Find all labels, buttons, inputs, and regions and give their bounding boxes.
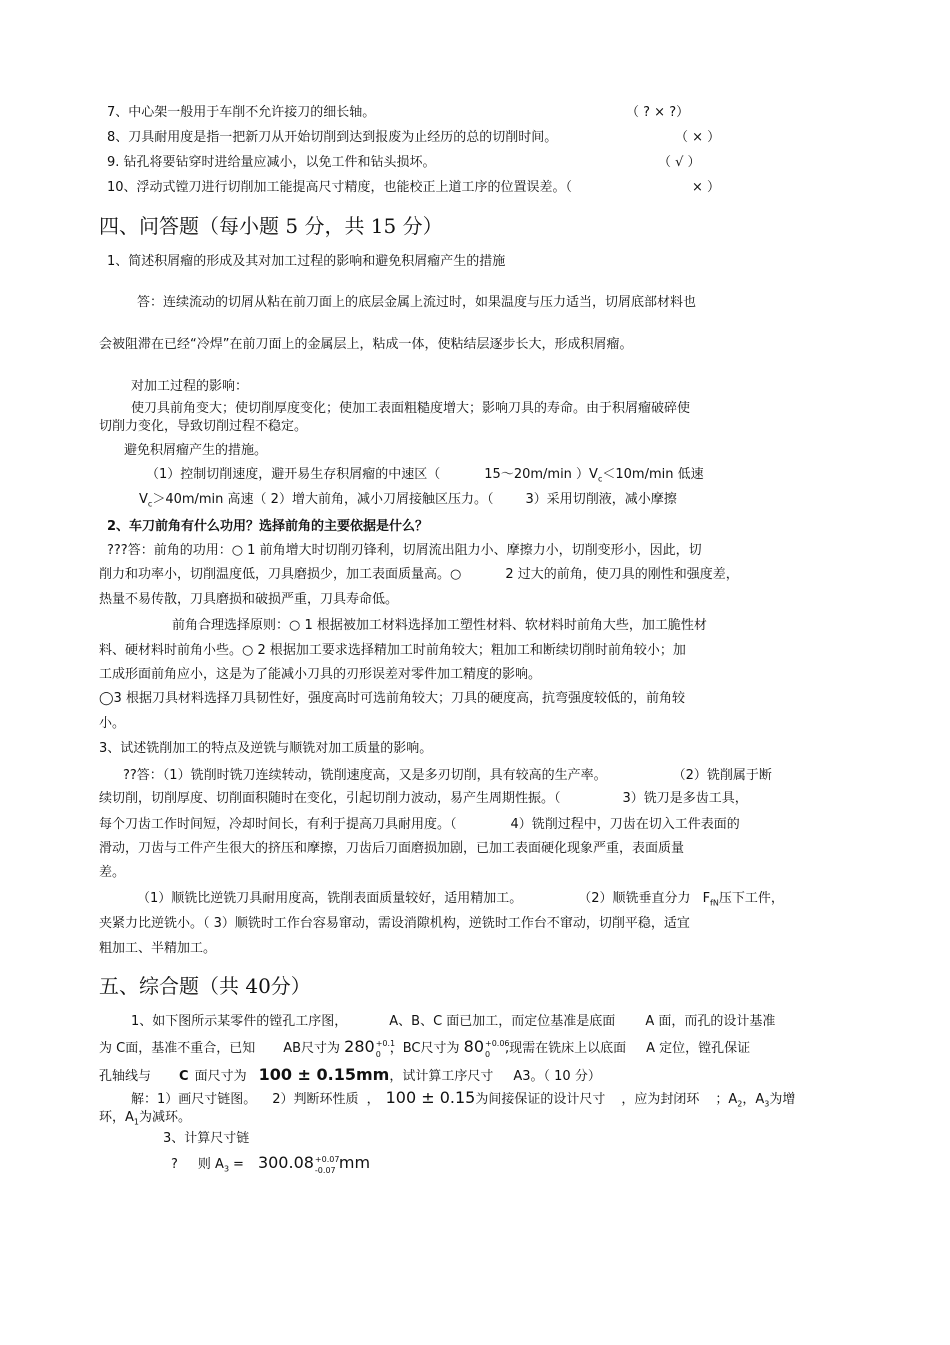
s4-q2-line-4: 前角合理选择原则：○ 1 根据被加工材料选择加工塑性材料、软材料时前角大些，加工脆性材 [172,618,707,633]
s4-q2-line-3: 热量不易传散，刀具磨损和破损严重，刀具寿命低。 [99,592,399,607]
s4-q2-line-7: ◯3 根据刀具材料选择刀具韧性好，强度高时可选前角较大；刀具的硬度高，抗弯强度较低的，前角较 [99,691,685,706]
dim-ab-tolerance: +0.1 0 [375,1038,396,1059]
s4-q1-question: 1、简述积屑瘤的形成及其对加工过程的影响和避免积屑瘤产生的措施 [107,254,506,269]
s5-solution-line-3: 3、计算尺寸链 [163,1131,250,1146]
section5-title: 五、综合题（共 40分） [99,974,311,998]
s5-solution-line-4: ? 则 $A_3 = 300.08$ +0.07 -0.07 mm [171,1153,371,1175]
judge-q8: 8、刀具耐用度是指一把新刀从开始切削到达到报废为止经历的总的切削时间。 [107,130,558,145]
closed-loop-dim: 100 ± 0.15 [385,1088,476,1107]
s5-problem-line-3: 孔轴线与 C 面尺寸为 100 ± 0.15mm，试计算工序尺寸 A3。（ 10 分） [99,1065,601,1084]
judge-q9-mark: （ √ ） [658,155,701,170]
s4-q2-question: 2、车刀前角有什么功用？选择前角的主要依据是什么？ [107,519,429,534]
s4-q1-answer-8: $V_c>40m/\min$ 高速（ 2）增大前角，减小刀屑接触区压力。（ 3）采用切削液，减小摩擦 [139,492,677,509]
s4-q2-line-5: 料、硬材料时前角小些。○ 2 根据加工要求选择精加工时前角较大；粗加工和断续切削时前角较小；加 [99,643,686,658]
s4-q3-line-4: 滑动，刀齿与工件产生很大的挤压和摩擦，刀齿后刀面磨损加剧，已加工表面硬化现象严重，表面质量 [99,841,685,856]
s4-q1-answer-3: 对加工过程的影响： [131,379,249,394]
dim-ab: 280 [344,1037,375,1056]
s4-q3-line-8: 粗加工、半精加工。 [99,941,217,956]
s4-q2-line-2: 削力和功率小，切削温度低，刀具磨损少，加工表面质量高。○ 2 过大的前角，使刀具的刚性和强度差， [99,567,739,582]
s4-q3-line-2: 续切削，切削厚度、切削面积随时在变化，引起切削力波动，易产生周期性振。（ 3）铣刀是多齿工具， [99,791,748,806]
dim-bc: 80 [463,1037,484,1056]
s4-q3-question: 3、试述铣削加工的特点及逆铣与顺铣对加工质量的影响。 [99,741,433,756]
result-a3: 300.08 [257,1153,314,1172]
s4-q1-answer-7: （1）控制切削速度，避开易生存积屑瘤的中速区（ 15～20m/min ）$V_c<10m/\min$ 低速 [146,467,704,484]
s4-q3-line-6: （1）顺铣比逆铣刀具耐用度高，铣削表面质量较好，适用精加工。 （2）顺铣垂直分力 $F_{fN}$压下工件， [137,891,784,908]
dim-c: 100 ± 0.15mm [258,1065,390,1084]
s4-q3-line-7: 夹紧力比逆铣小。（ 3）顺铣时工作台容易窜动，需设消隙机构，逆铣时工作台不窜动，切削平稳，适宜 [99,916,690,931]
judge-q9: 9. 钻孔将要钻穿时进给量应减小，以免工件和钻头损坏。 [107,155,436,170]
section4-title: 四、问答题（每小题 5 分，共 15 分） [99,214,443,238]
s4-q3-line-5: 差。 [99,865,126,880]
s4-q1-answer-4: 使刀具前角变大；使切削厚度变化；使加工表面粗糙度增大；影响刀具的寿命。由于积屑瘤破碎使 [131,401,691,416]
s4-q3-line-1: ??答：（1）铣削时铣刀连续转动，铣削速度高，又是多刃切削，具有较高的生产率。 （2）铣削属于断 [123,768,772,783]
s4-q1-answer-5: 切削力变化，导致切削过程不稳定。 [99,419,308,434]
s4-q2-line-8: 小。 [99,716,126,731]
s5-solution-line-2: 环，$A_1$为减环。 [99,1110,192,1127]
s5-problem-line-1: 1、如下图所示某零件的镗孔工序图， A、B、C 面已加工，而定位基准是底面 A 面，而孔的设计基准 [131,1014,776,1029]
judge-q8-mark: （ × ） [675,130,721,145]
judge-q10: 10、浮动式镗刀进行切削加工能提高尺寸精度，也能校正上道工序的位置误差。（ [107,180,573,195]
s4-q1-answer-2: 会被阻滞在已经“冷焊”在前刀面上的金属层上，粘成一体，使粘结层逐步长大，形成积屑瘤。 [99,337,633,352]
judge-q7-mark: （ ? × ?） [626,105,690,120]
judge-q10-mark: × ） [692,180,721,195]
s4-q1-answer-6: 避免积屑瘤产生的措施。 [124,443,268,458]
s5-problem-line-2: 为 C面，基准不重合，已知 AB尺寸为 280 +0.1 0 ，BC尺寸为 80 +0.06 0 ,现需在铣床上以底面 A 定位，镗孔保证 [99,1037,751,1059]
s5-solution-line-1: 解：1）画尺寸链图。 2）判断环性质 ， 100 ± 0.15为间接保证的设计尺寸 ，应为封闭环 ；$A_2$，$A_3$为增 [131,1088,796,1109]
s4-q3-line-3: 每个刀齿工作时间短，冷却时间长，有利于提高刀具耐用度。（ 4）铣削过程中，刀齿在切入工件表面的 [99,817,740,832]
s4-q2-line-6: 工成形面前角应小，这是为了能减小刀具的刃形误差对零件加工精度的影响。 [99,667,542,682]
dim-bc-tolerance: +0.06 0 [485,1038,510,1059]
s4-q1-answer-1: 答：连续流动的切屑从粘在前刀面上的底层金属上流过时，如果温度与压力适当，切屑底部材料也 [137,295,697,310]
judge-q7: 7、中心架一般用于车削不允许接刀的细长轴。 [107,105,376,120]
s4-q2-line-1: ???答：前角的功用：○ 1 前角增大时切削刃锋利，切屑流出阻力小、摩擦力小，切削变形小，因此，切 [107,543,702,558]
result-a3-tolerance: +0.07 -0.07 [314,1154,340,1175]
